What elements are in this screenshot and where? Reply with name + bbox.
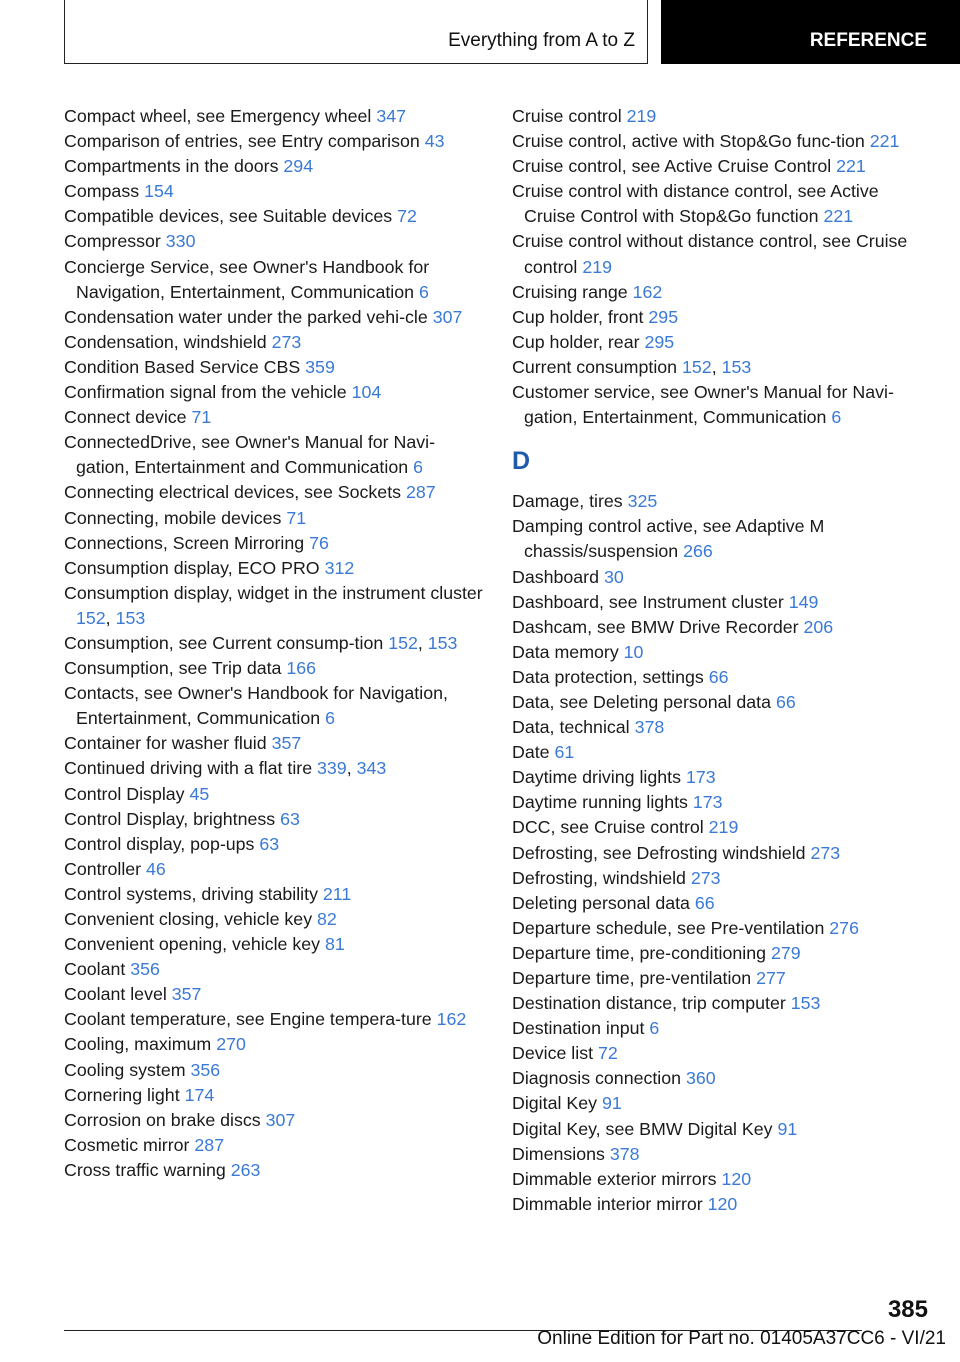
page-reference-link[interactable]: 330 bbox=[165, 231, 196, 252]
index-entry-term: Device list bbox=[512, 1043, 594, 1064]
index-entry-term: Digital Key bbox=[512, 1093, 597, 1114]
page-reference-link[interactable]: 63 bbox=[280, 808, 300, 829]
index-entry-term: Control Display bbox=[64, 783, 185, 804]
page-reference-link[interactable]: 357 bbox=[271, 733, 302, 754]
page-reference-link[interactable]: 294 bbox=[283, 156, 314, 177]
index-entry bbox=[512, 665, 932, 690]
index-entry bbox=[64, 932, 484, 957]
section-letter-heading: D bbox=[512, 447, 531, 476]
index-entry-term: Data memory bbox=[512, 641, 619, 662]
index-entry bbox=[512, 565, 932, 590]
index-column-right bbox=[512, 104, 932, 1217]
index-entry bbox=[512, 179, 932, 229]
index-entry bbox=[512, 1117, 932, 1142]
index-entry-term: Deleting personal data bbox=[512, 892, 690, 913]
index-entry bbox=[512, 966, 932, 991]
page-reference-link[interactable]: 347 bbox=[376, 106, 406, 126]
index-entry-term: Customer service, see Owner's Manual for Navi‐gation, Entertainment, Communication bbox=[512, 382, 894, 428]
page-reference-link[interactable]: 287 bbox=[405, 482, 436, 503]
index-entry bbox=[64, 982, 484, 1007]
page-reference-link[interactable]: 206 bbox=[803, 616, 834, 637]
page-reference-link[interactable]: 356 bbox=[190, 1059, 221, 1080]
index-entry-term: Daytime driving lights bbox=[512, 767, 681, 788]
page-reference-link[interactable]: 71 bbox=[286, 507, 307, 528]
index-entry-term: Damping control active, see Adaptive M chassis/suspension bbox=[512, 516, 825, 562]
page-reference-link[interactable]: 162 bbox=[436, 1009, 467, 1030]
index-entry-term: Coolant bbox=[64, 959, 126, 980]
index-entry bbox=[64, 1007, 484, 1032]
page-reference-link[interactable]: 154 bbox=[144, 181, 174, 202]
page-reference-link[interactable]: 46 bbox=[146, 858, 166, 879]
index-entry-term: Confirmation signal from the vehicle bbox=[64, 382, 347, 403]
index-entry-term: Dashboard, see Instrument cluster bbox=[512, 591, 784, 612]
index-entry-term: Convenient closing, vehicle key bbox=[64, 909, 313, 929]
index-entry bbox=[64, 857, 484, 882]
page-reference-link[interactable]: 359 bbox=[305, 356, 335, 377]
page-reference-link[interactable]: 279 bbox=[770, 942, 801, 963]
index-entry bbox=[512, 229, 932, 279]
index-entry bbox=[64, 255, 484, 305]
page-reference-link[interactable]: 43 bbox=[424, 131, 445, 152]
header-section-box bbox=[64, 0, 648, 64]
index-entry bbox=[64, 1083, 484, 1108]
index-entry bbox=[512, 941, 932, 966]
page-reference-link[interactable]: 343 bbox=[356, 758, 387, 779]
index-entry bbox=[64, 506, 484, 531]
index-entry-term: Cruise control with distance control, see Active Cruise Control with Stop&Go function bbox=[512, 181, 879, 227]
page-reference-link[interactable]: 71 bbox=[191, 407, 212, 428]
header-tab bbox=[661, 0, 960, 64]
index-entry bbox=[64, 1032, 484, 1057]
page-reference-link[interactable]: 263 bbox=[230, 1159, 261, 1180]
page-reference-link[interactable]: 81 bbox=[324, 934, 345, 955]
page-reference-link[interactable]: 173 bbox=[692, 792, 723, 813]
index-entry-term: Damage, tires bbox=[512, 491, 623, 512]
index-entry bbox=[512, 1142, 932, 1167]
page-reference-link[interactable]: 312 bbox=[324, 557, 355, 578]
index-entry bbox=[512, 489, 932, 514]
page-reference-link[interactable]: 219 bbox=[582, 256, 612, 277]
index-entry-term: Dashcam, see BMW Drive Recorder bbox=[512, 616, 799, 637]
index-entry-term: Diagnosis connection bbox=[512, 1068, 682, 1089]
index-entry bbox=[64, 782, 484, 807]
page-reference-link[interactable]: 211 bbox=[322, 883, 352, 904]
index-entry: Consumption, see Current consump‐tion 152, 153 bbox=[64, 632, 458, 653]
index-entry-term: Data, technical bbox=[512, 717, 630, 738]
page-reference-link[interactable]: 307 bbox=[265, 1109, 296, 1130]
page-reference-link[interactable]: 120 bbox=[707, 1193, 738, 1214]
page-reference-link[interactable]: 152 bbox=[76, 607, 106, 628]
index-entry-term: Coolant temperature, see Engine tempera‐ture bbox=[64, 1009, 432, 1030]
index-entry-term: Cruise control without distance control, see Cruise control bbox=[512, 231, 908, 277]
index-entry bbox=[512, 765, 932, 790]
index-entry-term: Cruising range bbox=[512, 281, 628, 302]
index-entry bbox=[512, 280, 932, 305]
page-reference-link[interactable]: 6 bbox=[413, 457, 423, 478]
index-entry-term: Defrosting, windshield bbox=[512, 867, 686, 888]
index-entry-term: Connecting, mobile devices bbox=[64, 507, 282, 528]
index-entry-term: Consumption, see Trip data bbox=[64, 658, 282, 679]
index-entry-term: Dimmable interior mirror bbox=[512, 1193, 703, 1214]
index-entry bbox=[64, 882, 484, 907]
index-entry bbox=[64, 104, 484, 129]
index-entry-term: DCC, see Cruise control bbox=[512, 817, 704, 838]
page-reference-link[interactable]: 273 bbox=[690, 867, 721, 888]
page-reference-link[interactable]: 174 bbox=[184, 1084, 215, 1105]
page-reference-link[interactable]: 72 bbox=[397, 206, 417, 227]
index-entry-term: Compass bbox=[64, 181, 140, 202]
page-reference-link[interactable]: 76 bbox=[309, 532, 329, 553]
page-reference-link[interactable]: 152 bbox=[388, 632, 418, 653]
index-entry-term: Condensation water under the parked vehi‐cle bbox=[64, 306, 428, 327]
index-entry bbox=[512, 380, 932, 430]
index-entry bbox=[64, 129, 484, 154]
index-entry bbox=[512, 1016, 932, 1041]
footer-edition: Online Edition for Part no. 01405A37CC6 - VI/21 bbox=[537, 1328, 946, 1349]
page-reference-link[interactable]: 63 bbox=[259, 833, 280, 854]
index-entry bbox=[64, 179, 484, 204]
index-entry-term: Compressor bbox=[64, 231, 161, 252]
page-reference-link[interactable]: 153 bbox=[721, 356, 752, 377]
index-entry bbox=[512, 154, 932, 179]
index-entry-term: Destination input bbox=[512, 1018, 645, 1039]
index-entry-term: Consumption display, widget in the instrument cluster bbox=[64, 582, 483, 603]
index-entry bbox=[512, 891, 932, 916]
page-reference-link[interactable]: 72 bbox=[597, 1043, 618, 1064]
page-reference-link[interactable]: 45 bbox=[189, 783, 210, 804]
index-entry bbox=[64, 330, 484, 355]
index-entry bbox=[512, 991, 932, 1016]
index-entry bbox=[64, 405, 484, 430]
index-entry-term: Cosmetic mirror bbox=[64, 1134, 190, 1155]
index-entry bbox=[512, 305, 932, 330]
page-reference-link[interactable]: 162 bbox=[632, 281, 663, 302]
page-reference-link[interactable]: 356 bbox=[130, 959, 160, 980]
index-entry-term: Condition Based Service CBS bbox=[64, 356, 301, 377]
index-entry-term: Data, see Deleting personal data bbox=[512, 691, 771, 712]
index-entry bbox=[64, 154, 484, 179]
index-column-left bbox=[64, 104, 484, 1183]
index-entry-term: Convenient opening, vehicle key bbox=[64, 934, 321, 955]
page-reference-link[interactable]: 277 bbox=[756, 968, 786, 988]
index-entry-term: Comparison of entries, see Entry comparison bbox=[64, 131, 420, 152]
page-reference-link[interactable]: 149 bbox=[788, 591, 819, 612]
index-entry-term: Compatible devices, see Suitable devices bbox=[64, 206, 393, 227]
index-entry bbox=[64, 204, 484, 229]
index-entry bbox=[64, 531, 484, 556]
index-entry-term: Departure time, pre-conditioning bbox=[512, 942, 767, 963]
page-reference-link[interactable]: 153 bbox=[115, 607, 146, 628]
index-entry bbox=[512, 1192, 932, 1217]
page-reference-link[interactable]: 295 bbox=[648, 306, 679, 327]
index-entry-term: Cruise control, active with Stop&Go func‐tion bbox=[512, 131, 865, 152]
page-reference-link[interactable]: 287 bbox=[194, 1134, 225, 1155]
index-entry bbox=[512, 866, 932, 891]
index-entry bbox=[512, 790, 932, 815]
page-reference-link[interactable]: 219 bbox=[708, 817, 739, 838]
page-reference-link[interactable]: 357 bbox=[171, 984, 202, 1005]
page-reference-link[interactable]: 91 bbox=[777, 1118, 798, 1139]
index-entry-term: Consumption, see Current consump‐tion bbox=[64, 632, 384, 653]
index-entry-term: Coolant level bbox=[64, 984, 167, 1005]
index-entry bbox=[64, 355, 484, 380]
index-entry bbox=[64, 430, 484, 480]
index-entry bbox=[512, 815, 932, 840]
index-entry-term: Digital Key, see BMW Digital Key bbox=[512, 1118, 773, 1139]
index-entry-term: Control display, pop-ups bbox=[64, 833, 255, 854]
index-entry bbox=[512, 514, 932, 564]
page-reference-link[interactable]: 6 bbox=[649, 1018, 660, 1039]
index-entry bbox=[512, 330, 932, 355]
index-entry-term: Dashboard bbox=[512, 566, 599, 587]
page-reference-link[interactable]: 221 bbox=[836, 156, 866, 177]
page-reference-link[interactable]: 295 bbox=[644, 331, 675, 352]
page-number: 385 bbox=[887, 1296, 928, 1323]
page-reference-link[interactable]: 104 bbox=[351, 382, 382, 403]
index-entry: Current consumption 152, 153 bbox=[512, 356, 752, 377]
index-entry-term: Cruise control bbox=[512, 106, 622, 126]
page-reference-link[interactable]: 273 bbox=[271, 331, 302, 352]
index-entry-term: Contacts, see Owner's Handbook for Navigation, Entertainment, Communication bbox=[64, 683, 448, 729]
index-entry-term: Current consumption bbox=[512, 356, 678, 377]
index-entry bbox=[64, 1108, 484, 1133]
index-entry-term: Cooling, maximum bbox=[64, 1034, 212, 1055]
index-group-c bbox=[512, 104, 932, 430]
index-entry: Consumption display, widget in the instrument cluster 152, 153 bbox=[64, 582, 483, 628]
index-entry-term: Cup holder, rear bbox=[512, 331, 640, 352]
page-reference-link[interactable]: 66 bbox=[694, 892, 715, 913]
index-entry bbox=[512, 615, 932, 640]
index-entry bbox=[64, 832, 484, 857]
index-group-d bbox=[512, 489, 932, 1217]
index-entry bbox=[64, 907, 484, 932]
index-entry-term: Connect device bbox=[64, 407, 187, 428]
index-entry bbox=[512, 1167, 932, 1192]
index-entry-term: Cornering light bbox=[64, 1084, 180, 1105]
page-reference-link[interactable]: 6 bbox=[418, 281, 429, 302]
index-entry bbox=[64, 229, 484, 254]
index-entry bbox=[64, 681, 484, 731]
index-entry bbox=[64, 1158, 484, 1183]
index-entry bbox=[512, 1091, 932, 1116]
page-reference-link[interactable]: 6 bbox=[831, 407, 842, 428]
page-reference-link[interactable]: 173 bbox=[685, 767, 716, 788]
index-entry bbox=[512, 740, 932, 765]
page-reference-link[interactable]: 221 bbox=[869, 131, 900, 152]
index-entry bbox=[512, 916, 932, 941]
index-entry bbox=[512, 640, 932, 665]
page-reference-link[interactable]: 360 bbox=[685, 1068, 716, 1089]
page-reference-link[interactable]: 153 bbox=[427, 632, 458, 653]
index-entry-term: Destination distance, trip computer bbox=[512, 993, 786, 1014]
index-entry-term: Compartments in the doors bbox=[64, 156, 279, 177]
index-entry bbox=[64, 957, 484, 982]
index-entry-term: Control Display, brightness bbox=[64, 808, 276, 829]
index-entry-term: Controller bbox=[64, 858, 142, 879]
header-tab-label: REFERENCE bbox=[809, 30, 927, 51]
index-entry bbox=[512, 690, 932, 715]
index-entry-term: Data protection, settings bbox=[512, 666, 704, 687]
page-reference-link[interactable]: 153 bbox=[790, 993, 821, 1014]
index-entry-term: Cross traffic warning bbox=[64, 1159, 226, 1180]
page-reference-link[interactable]: 166 bbox=[286, 658, 317, 679]
index-entry-term: Departure time, pre-ventilation bbox=[512, 968, 752, 988]
index-entry bbox=[64, 480, 484, 505]
index-entry-term: Cooling system bbox=[64, 1059, 186, 1080]
index-entry-term: Connecting electrical devices, see Sockets bbox=[64, 482, 402, 503]
index-entry bbox=[512, 590, 932, 615]
page-reference-link[interactable]: 273 bbox=[810, 842, 841, 863]
index-entry-term: Daytime running lights bbox=[512, 792, 688, 813]
index-entry bbox=[512, 715, 932, 740]
index-entry-term: Cup holder, front bbox=[512, 306, 644, 327]
page-reference-link[interactable]: 61 bbox=[554, 742, 575, 763]
index-entry bbox=[512, 841, 932, 866]
index-entry-term: ConnectedDrive, see Owner's Manual for Navi‐gation, Entertainment and Communication bbox=[64, 432, 436, 478]
page-reference-link[interactable]: 82 bbox=[317, 909, 337, 929]
index-entry-term: Cruise control, see Active Cruise Control bbox=[512, 156, 832, 177]
index-entry bbox=[64, 807, 484, 832]
index-entry-term: Concierge Service, see Owner's Handbook for Navigation, Entertainment, Communication bbox=[64, 256, 430, 302]
page-reference-link[interactable]: 266 bbox=[683, 541, 713, 562]
index-entry bbox=[64, 380, 484, 405]
page-reference-link[interactable]: 276 bbox=[829, 917, 859, 938]
index-entry-term: Control systems, driving stability bbox=[64, 883, 318, 904]
page-reference-link[interactable]: 91 bbox=[601, 1093, 622, 1114]
page-reference-link[interactable]: 120 bbox=[721, 1168, 752, 1189]
index-entry bbox=[512, 104, 932, 129]
index-entry-term: Dimmable exterior mirrors bbox=[512, 1168, 717, 1189]
index-entry-term: Container for washer fluid bbox=[64, 733, 267, 754]
index-entry-term: Condensation, windshield bbox=[64, 331, 267, 352]
page-reference-link[interactable]: 221 bbox=[823, 206, 854, 227]
page-reference-link[interactable]: 66 bbox=[708, 666, 729, 687]
page-reference-link[interactable]: 339 bbox=[317, 758, 347, 779]
index-entry-term: Defrosting, see Defrosting windshield bbox=[512, 842, 806, 863]
page-reference-link[interactable]: 66 bbox=[775, 691, 796, 712]
page-reference-link[interactable]: 10 bbox=[623, 641, 644, 662]
index-entry-term: Compact wheel, see Emergency wheel bbox=[64, 106, 372, 126]
header-section-title: Everything from A to Z bbox=[448, 30, 635, 51]
page-reference-link[interactable]: 307 bbox=[432, 306, 463, 327]
index-entry bbox=[64, 1133, 484, 1158]
index-entry-term: Corrosion on brake discs bbox=[64, 1109, 261, 1130]
index-entry-term: Consumption display, ECO PRO bbox=[64, 557, 320, 578]
page-reference-link[interactable]: 6 bbox=[325, 708, 335, 729]
page-reference-link[interactable]: 325 bbox=[627, 491, 658, 512]
index-entry bbox=[64, 656, 484, 681]
index-entry bbox=[64, 731, 484, 756]
page-reference-link[interactable]: 270 bbox=[216, 1034, 246, 1055]
index-entry bbox=[512, 129, 932, 154]
index-entry bbox=[64, 305, 484, 330]
index-entry bbox=[64, 1058, 484, 1083]
page-reference-link[interactable]: 378 bbox=[634, 717, 665, 738]
index-entry: Continued driving with a flat tire 339, 343 bbox=[64, 758, 387, 779]
index-entry-term: Date bbox=[512, 742, 550, 763]
page-reference-link[interactable]: 378 bbox=[609, 1143, 640, 1164]
index-entry-term: Connections, Screen Mirroring bbox=[64, 532, 305, 553]
page-reference-link[interactable]: 219 bbox=[626, 106, 657, 126]
page-reference-link[interactable]: 152 bbox=[682, 356, 712, 377]
index-entry-term: Dimensions bbox=[512, 1143, 605, 1164]
index-entry bbox=[512, 1066, 932, 1091]
index-entry-term: Departure schedule, see Pre-ventilation bbox=[512, 917, 825, 938]
index-entry bbox=[64, 556, 484, 581]
index-entry bbox=[512, 1041, 932, 1066]
index-entry-term: Continued driving with a flat tire bbox=[64, 758, 313, 779]
page-reference-link[interactable]: 30 bbox=[603, 566, 624, 587]
